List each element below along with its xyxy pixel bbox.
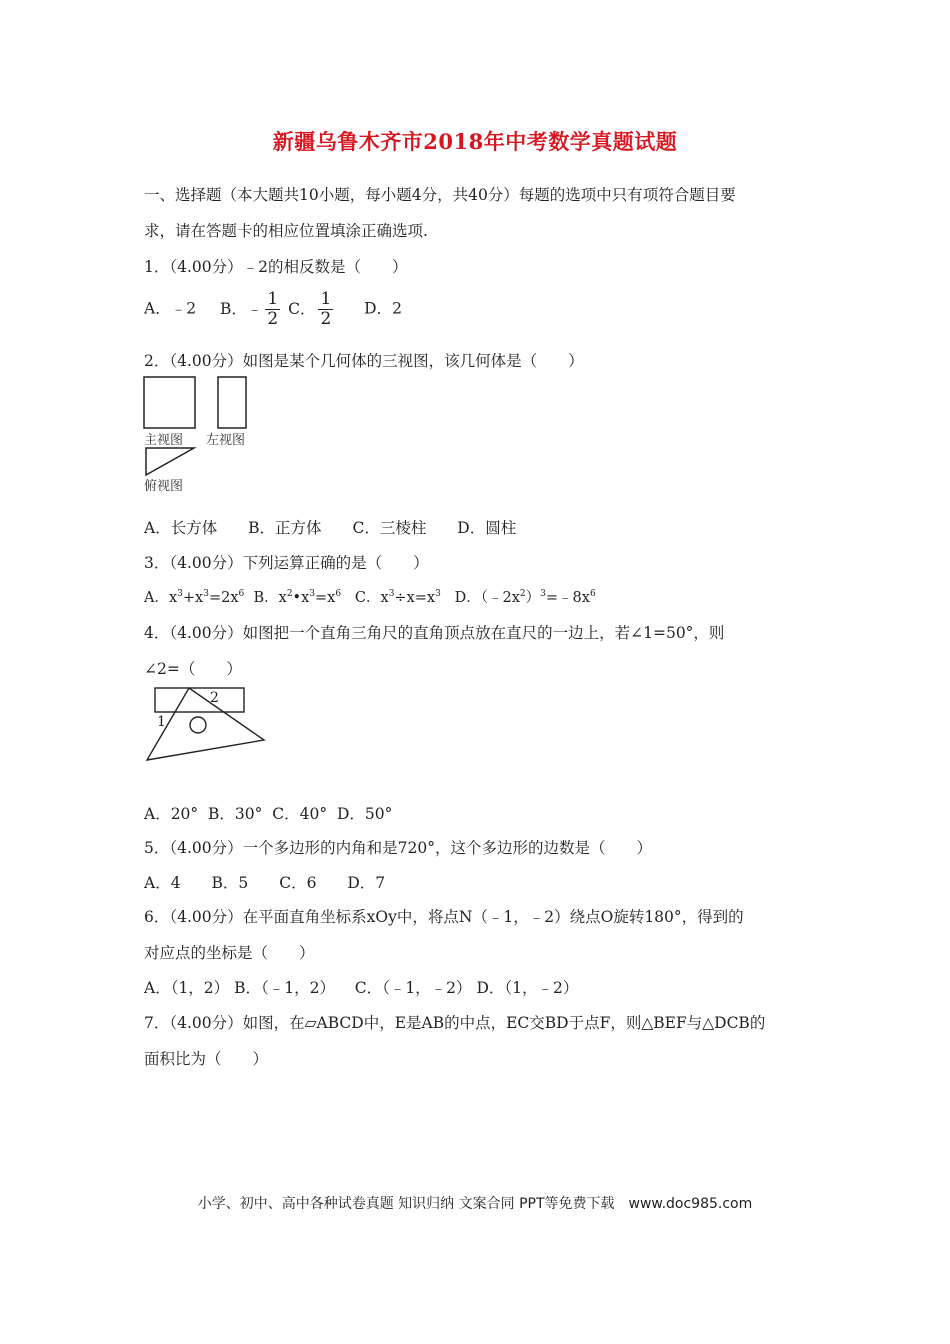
question-1-options [144,291,402,328]
q3-option-d: D．$(﹣2x^2)^3=﹣8x^6$ [454,589,596,606]
q5-option-a: A．4 [144,874,181,892]
top-view-label: 俯视图 [144,479,184,494]
question-3-stem: 3．（4.00分）下列运算正确的是（ ） [144,554,429,572]
q3-option-b: B．$x^2•x^3=x^6$ [253,589,342,606]
ruler-triangle-figure [140,680,270,766]
question-6-options [144,976,578,998]
section-instructions-line2: 求，请在答题卡的相应位置填涂正确选项. [144,222,428,240]
q4-option-a: A．20° [144,805,199,823]
q3-option-c: C．$x^3\div x=x^3$ [354,589,441,606]
question-2-stem: 2．（4.00分）如图是某个几何体的三视图，该几何体是（ ） [144,352,584,370]
q6-option-b: B．（﹣1，2） [234,979,335,997]
question-4-options [144,802,392,824]
page-title: 新疆乌鲁木齐市2018年中考数学真题试题 [272,129,678,154]
q1-option-c: C． $\frac{1}{2}$ [288,289,332,329]
top-view-triangle [146,448,194,475]
question-6-stem-line1: 6．（4.00分）在平面直角坐标系xOy中，将点N（﹣1，﹣2）绕点O旋转180°，得到的 [144,908,744,926]
q1-option-b: B．﹣ $\frac{1}{2}$ [219,289,279,329]
page-footer: 小学、初中、高中各种试卷真题 知识归纳 文案合同 PPT等免费下载 www.doc985.com [197,1196,753,1212]
q2-option-a: A．长方体 [144,519,218,537]
q4-option-d: D．50° [336,805,393,823]
q5-option-b: B．5 [211,874,249,892]
q5-option-d: D．7 [347,874,386,892]
question-2-options [144,516,542,538]
q2-option-c: C．三棱柱 [352,519,427,537]
three-views-figure [140,372,260,496]
side-view-label: 左视图 [206,433,246,448]
q1-option-d: D．2 [364,299,402,318]
q6-option-c: C．（﹣1，﹣2） [354,979,472,997]
question-3-options [144,586,596,607]
question-4-stem-line1: 4．（4.00分）如图把一个直角三角尺的直角顶点放在直尺的一边上，若∠1=50°，则 [144,624,725,642]
side-view-rect [218,377,246,428]
fraction-half: $\frac{1}{2}$ [267,289,279,329]
q1-option-a: A．﹣2 [144,299,197,318]
q2-option-d: D．圆柱 [457,519,517,537]
question-5-stem: 5．（4.00分）一个多边形的内角和是720°，这个多边形的边数是（ ） [144,839,652,857]
angle-2-label: 2 [210,690,219,706]
question-7-stem-line2: 面积比为（ ） [144,1050,269,1068]
set-square-hole [190,717,206,733]
q2-option-b: B．正方体 [248,519,322,537]
section-instructions-line1: 一、选择题（本大题共10小题，每小题4分，共40分）每题的选项中只有项符合题目要 [144,186,736,204]
angle-1-label: 1 [157,714,166,730]
q4-option-b: B．30° [208,805,263,823]
question-7-stem-line1: 7．（4.00分）如图，在▱ABCD中，E是AB的中点，EC交BD于点F，则△BEF与△DCB的 [144,1014,766,1032]
question-4-stem-line2: ∠2=（ ） [144,660,242,678]
q6-option-d: D．（1，﹣2） [476,979,579,997]
q5-option-c: C．6 [279,874,317,892]
fraction-half: $\frac{1}{2}$ [320,289,332,329]
question-5-options [144,871,411,893]
q4-option-c: C．40° [272,805,328,823]
q6-option-a: A．（1，2） [144,979,230,997]
question-6-stem-line2: 对应点的坐标是（ ） [144,944,315,962]
q3-option-a: A．$x^3+x^3=2x^6$ [144,589,245,606]
question-1-stem: 1．（4.00分）﹣2的相反数是（ ） [144,258,408,276]
ruler-rect [155,688,244,712]
front-view-label: 主视图 [144,433,184,448]
front-view-square [144,377,195,428]
